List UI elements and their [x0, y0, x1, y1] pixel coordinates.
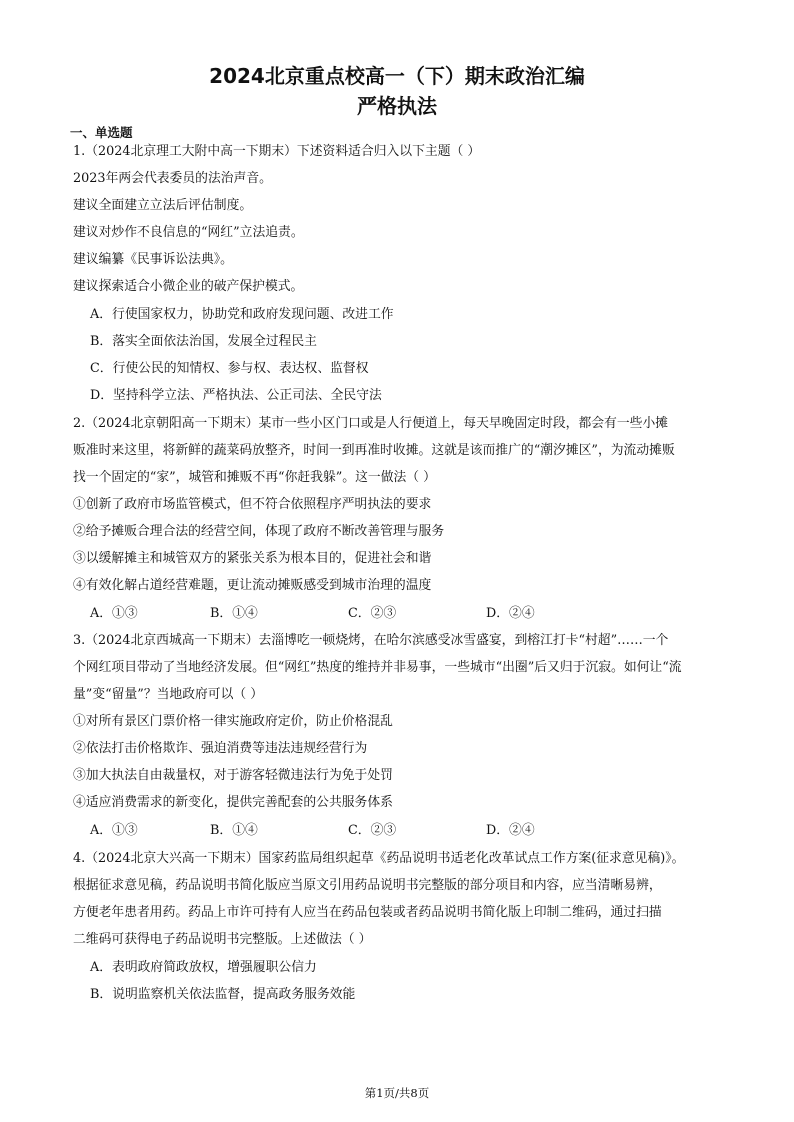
question-2-stem-line: 贩准时来这里，将新鲜的蔬菜码放整齐，时间一到再准时收摊。这就是该而推广的“潮汐摊区”，为流动摊贩: [73, 443, 675, 458]
question-4-stem-line: 根据征求意见稿，药品说明书简化版应当原文引用药品说明书完整版的部分项目和内容，应当清晰易辨，: [73, 878, 662, 893]
question-4-option-b[interactable]: B．说明监察机关依法监督，提高政务服务效能: [90, 987, 356, 1002]
question-3-option-b[interactable]: B．①④: [210, 823, 258, 838]
question-1-material-line: 建议全面建立立法后评估制度。: [73, 198, 253, 213]
question-2-item: ③以缓解摊主和城管双方的紧张关系为根本目的，促进社会和谐: [73, 551, 432, 566]
question-3-item: ②依法打击价格欺诈、强迫消费等违法违规经营行为: [73, 741, 368, 756]
question-3-item: ①对所有景区门票价格一律实施政府定价，防止价格混乱: [73, 714, 393, 729]
question-3-option-d[interactable]: D．②④: [486, 823, 535, 838]
question-1-option-b[interactable]: B．落实全面依法治国，发展全过程民主: [90, 334, 317, 349]
question-4-stem-line: 二维码可获得电子药品说明书完整版。上述做法（ ）: [73, 932, 372, 947]
question-1-material-line: 2023年两会代表委员的法治声音。: [73, 171, 272, 186]
question-2-stem-line: 找一个固定的“家”，城管和摊贩不再“你赶我躲”。这一做法（ ）: [73, 470, 436, 485]
question-3-option-c[interactable]: C．②③: [348, 823, 397, 838]
question-2-stem-line: 2.（2024北京朝阳高一下期末）某市一些小区门口或是人行便道上，每天早晚固定时段，都会有一些小摊: [73, 416, 669, 431]
section-heading: 一、单选题: [70, 125, 133, 140]
question-1-stem: 1.（2024北京理工大附中高一下期末）下述资料适合归入以下主题（ ）: [73, 144, 481, 159]
question-2-option-d[interactable]: D．②④: [486, 606, 535, 621]
question-3-item: ③加大执法自由裁量权，对于游客轻微违法行为免于处罚: [73, 768, 393, 783]
document-subtitle: 严格执法: [357, 94, 437, 118]
document-title: 2024北京重点校高一（下）期末政治汇编: [209, 64, 585, 88]
question-4-option-a[interactable]: A．表明政府简政放权，增强履职公信力: [90, 960, 317, 975]
question-1-material-line: 建议探索适合小微企业的破产保护模式。: [73, 279, 304, 294]
question-3-item: ④适应消费需求的新变化，提供完善配套的公共服务体系: [73, 795, 393, 810]
question-1-material-line: 建议编纂《民事诉讼法典》。: [73, 252, 233, 267]
question-3-option-a[interactable]: A．①③: [90, 823, 138, 838]
question-2-option-c[interactable]: C．②③: [348, 606, 397, 621]
question-1-material-line: 建议对炒作不良信息的“网红”立法追责。: [73, 225, 304, 240]
question-3-stem-line: 3.（2024北京西城高一下期末）去淄博吃一顿烧烤，在哈尔滨感受冰雪盛宴，到榕江打卡“村超”……一个: [73, 633, 669, 648]
question-2-option-b[interactable]: B．①④: [210, 606, 258, 621]
question-4-stem-line: 4.（2024北京大兴高一下期末）国家药监局组织起草《药品说明书适老化改革试点工作方案(征求意见稿)》。: [73, 851, 685, 866]
question-1-option-a[interactable]: A．行使国家权力，协助党和政府发现问题、改进工作: [90, 307, 394, 322]
question-1-option-d[interactable]: D．坚持科学立法、严格执法、公正司法、全民守法: [90, 388, 382, 403]
question-4-stem-line: 方便老年患者用药。药品上市许可持有人应当在药品包装或者药品说明书简化版上印制二维码，通过扫描: [73, 905, 662, 920]
question-2-item: ②给予摊贩合理合法的经营空间，体现了政府不断改善管理与服务: [73, 524, 445, 539]
question-2-item: ④有效化解占道经营难题，更让流动摊贩感受到城市治理的温度: [73, 578, 432, 593]
page-number-footer: 第1页/共8页: [364, 1086, 430, 1100]
question-3-stem-line: 个网红项目带动了当地经济发展。但“网红”热度的维持并非易事，一些城市“出圈”后又归于沉寂。如何让“流: [73, 660, 682, 675]
question-2-item: ①创新了政府市场监管模式，但不符合依照程序严明执法的要求: [73, 497, 432, 512]
question-3-stem-line: 量”变“留量”？当地政府可以（ ）: [73, 687, 264, 702]
question-2-option-a[interactable]: A．①③: [90, 606, 138, 621]
question-1-option-c[interactable]: C．行使公民的知情权、参与权、表达权、监督权: [90, 361, 369, 376]
